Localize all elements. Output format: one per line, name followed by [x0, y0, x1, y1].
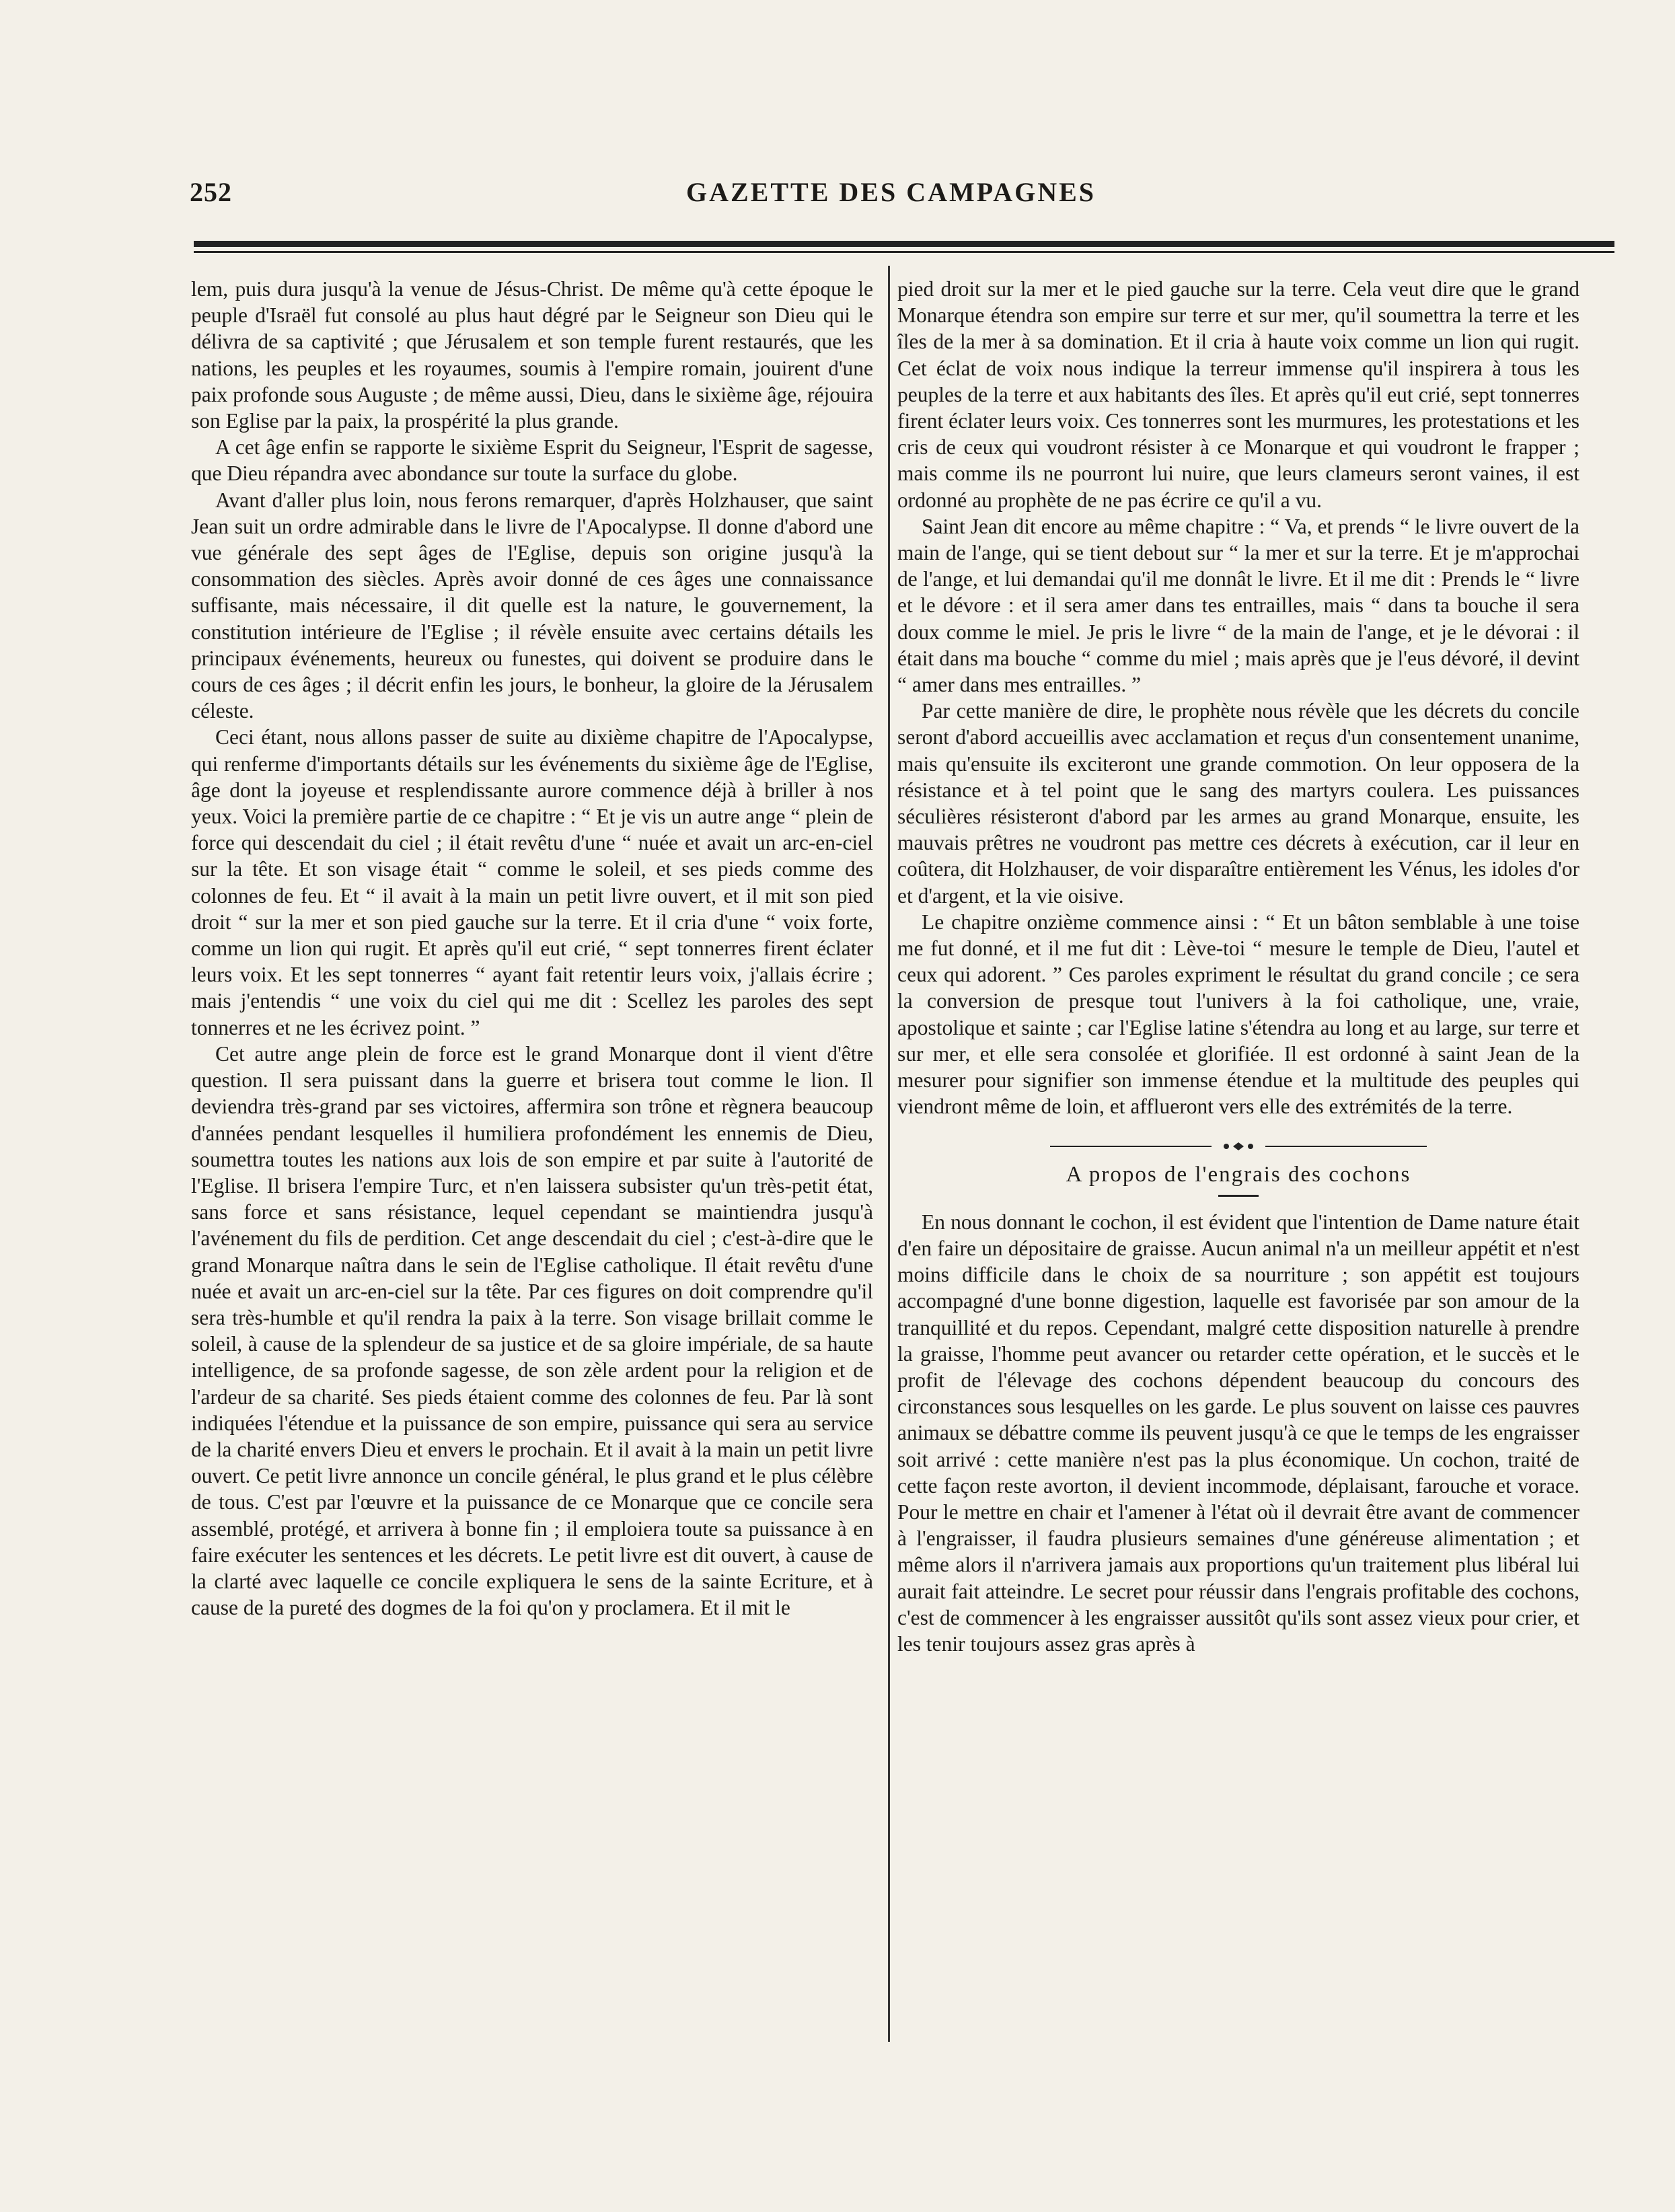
section-heading-rule [1218, 1195, 1259, 1197]
page-number: 252 [190, 177, 232, 207]
right-column [897, 276, 1579, 1657]
paragraph: Avant d'aller plus loin, nous ferons remarquer, d'après Holzhauser, que saint Jean suit un ordre admirable dans le livre de l'Apocalypse. Il donne d'abord une vue générale des sept âges de l'Eglise, depuis son origine jusqu'à la consommation des siècles. Après avoir donné de ces âges une connaissance suffisante, mais nécessaire, il dit quelle est la nature, le gouvernement, la constitution intérieure de l'Eglise ; il révèle ensuite avec certains détails les principaux événements, heureux ou funestes, qui doivent se produire dans le cours de ces âges ; il décrit enfin les jours, le bonheur, la gloire de la Jérusalem céleste. [191, 488, 873, 723]
paragraph: Par cette manière de dire, le prophète nous révèle que les décrets du concile seront d'abord accueillis avec acclamation et reçus d'un consentement unanime, mais qu'ensuite ils exciteront une grande commotion. On leur opposera de la résistance et à tel point que le sang des martyrs coulera. Les puissances séculières résisteront d'abord par les armes au grand Monarque, ensuite, les mauvais prêtres ne voudront pas mettre ces décrets à exécution, car il leur en coûtera, dit Holzhauser, de voir disparaître entièrement les Vénus, les idoles d'or et d'argent, et la vie oisive. [897, 699, 1579, 908]
page-title: GAZETTE DES CAMPAGNES [686, 177, 1096, 207]
paragraph: Saint Jean dit encore au même chapitre : “ Va, et prends “ le livre ouvert de la main de l'ange, qui se tient debout sur “ la mer et sur la terre. Et je m'approchai de l'ange, et lui demandai qu'il me donnât le livre. Et il me dit : Prends le “ livre et le dévore : et il sera amer dans tes entrailles, mais “ dans ta bouche il sera doux comme le miel. Je pris le livre “ de la main de l'ange, et je le dévorai : il était dans ma bouche “ comme du miel ; mais après que je l'eus dévoré, il devint “ amer dans mes entrailles. ” [897, 514, 1579, 697]
left-column [191, 276, 873, 1621]
paragraph: lem, puis dura jusqu'à la venue de Jésus-Christ. De même qu'à cette époque le peuple d'Israël fut consolé au plus haut dégré par le Seigneur son Dieu qui le délivra de sa captivité ; que Jérusalem et son temple furent restaurés, que les nations, les peuples et les royaumes, soumis à l'empire romain, jouirent d'une paix profonde sous Auguste ; de même aussi, Dieu, dans le sixième âge, réjouira son Eglise par la paix, la prospérité la plus grande. [191, 277, 873, 433]
section-ornament-divider [1050, 1140, 1427, 1152]
paragraph: A cet âge enfin se rapporte le sixième Esprit du Seigneur, l'Esprit de sagesse, que Dieu répandra avec abondance sur toute la surface du globe. [191, 435, 873, 486]
section-heading: A propos de l'engrais des cochons [1066, 1162, 1411, 1187]
header-rule-thick [194, 241, 1614, 247]
paragraph: En nous donnant le cochon, il est évident que l'intention de Dame nature était d'en faire un dépositaire de graisse. Aucun animal n'a un meilleur appétit et n'est moins difficile dans le choix de sa nourriture ; son appétit est toujours accompagné d'une bonne digestion, laquelle est favorisée par son amour de la tranquillité et du repos. Cependant, malgré cette disposition naturelle à prendre la graisse, l'homme peut avancer ou retarder cette opération, et le succès et le profit de l'élevage des cochons dépendent beaucoup du concours des circonstances sous lesquelles on les garde. Le plus souvent on laisse ces pauvres animaux se débattre comme ils peuvent jusqu'à ce que le temps de les engraisser soit arrivé : cette manière n'est pas la plus économique. Un cochon, traité de cette façon reste avorton, il devient incommode, déplaisant, farouche et vorace. Pour le mettre en chair et l'amener à l'état où il devrait être avant de commencer à l'engraisser, il faudra plusieurs semaines d'une généreuse alimentation ; et même alors il n'arrivera jamais aux proportions qu'un traitement plus libéral lui aurait fait atteindre. Le secret pour réussir dans l'engrais profitable des cochons, c'est de commencer à les engraisser aussitôt qu'ils sont assez vieux pour crier, et les tenir toujours assez gras après à [897, 1210, 1579, 1656]
column-divider [888, 266, 890, 2042]
paragraph: Le chapitre onzième commence ainsi : “ Et un bâton semblable à une toise me fut donné, et il me fut dit : Lève-toi “ mesure le temple de Dieu, l'autel et ceux qui adorent. ” Ces paroles expriment le résultat du grand concile ; ce sera la conversion de presque tout l'univers à la foi catholique, une, vraie, apostolique et sainte ; car l'Eglise latine s'étendra au long et au large, sur terre et sur mer, et elle sera consolée et glorifiée. Il est ordonné à saint Jean de la mesurer pour signifier son immense étendue et la multitude des peuples qui viendront même de loin, et afflueront vers elle des extrémités de la terre. [897, 910, 1579, 1119]
header-rule-thin [194, 251, 1614, 253]
paragraph: Ceci étant, nous allons passer de suite au dixième chapitre de l'Apocalypse, qui renferme d'importants détails sur les événements du sixième âge de l'Eglise, âge dont la joyeuse et resplendissante aurore commence déjà à briller à nos yeux. Voici la première partie de ce chapitre : “ Et je vis un autre ange “ plein de force qui descendait du ciel ; il était revêtu d'une “ nuée et avait un arc-en-ciel sur la tête. Et son visage était “ comme le soleil, et ses pieds comme des colonnes de feu. Et “ il avait à la main un petit livre ouvert, et il mit son pied droit “ sur la mer et son pied gauche sur la terre. Et il cria d'une “ voix forte, comme un lion qui rugit. Et après qu'il eut crié, “ sept tonnerres firent éclater leurs voix. Et les sept tonnerres “ ayant fait retentir leurs voix, j'allais écrire ; mais j'entendis “ une voix du ciel qui me dit : Scellez les paroles des sept tonnerres et ne les écrivez point. ” [191, 725, 873, 1039]
paragraph: Cet autre ange plein de force est le grand Monarque dont il vient d'être question. Il sera puissant dans la guerre et brisera tout comme le lion. Il deviendra très-grand par ses victoires, affermira son trône et règnera beaucoup d'années pendant lesquelles il humiliera profondément les ennemis de Dieu, soumettra toutes les nations aux lois de son empire et par suite à l'autorité de l'Eglise. Il brisera l'empire Turc, et n'en laissera subsister qu'un très-petit état, sans force et sans résistance, lequel cependant se maintiendra jusqu'à l'avénement du fils de perdition. Cet ange descendait du ciel ; c'est-à-dire que le grand Monarque naîtra dans le sein de l'Eglise catholique. Il était revêtu d'une nuée et avait un arc-en-ciel sur la tête. Par ces figures on doit comprendre qu'il sera très-humble et qu'il rendra la paix à la terre. Son visage brillait comme le soleil, à cause de la splendeur de sa justice et de sa gloire impériale, de sa haute intelligence, de sa profonde sagesse, de son zèle ardent pour la religion et de l'ardeur de sa charité. Ses pieds étaient comme des colonnes de feu. Par là sont indiquées l'étendue et la puissance de son empire, puissance qui sera au service de la charité envers Dieu et envers le prochain. Et il avait à la main un petit livre ouvert. Ce petit livre annonce un concile général, le plus grand et le plus célèbre de tous. C'est par l'œuvre et la puissance de ce Monarque que ce concile sera assemblé, protégé, et arrivera à bonne fin ; il emploiera toute sa puissance à en faire exécuter les sentences et les décrets. Le petit livre est dit ouvert, à cause de la clarté avec laquelle ce concile expliquera le sens de la sainte Ecriture, et à cause de la pureté des dogmes de la foi qu'on y proclamera. Et il mit le [191, 1041, 873, 1620]
paragraph: pied droit sur la mer et le pied gauche sur la terre. Cela veut dire que le grand Monarque étendra son empire sur terre et sur mer, qu'il soumettra la terre et les îles de la mer à sa domination. Et il cria à haute voix comme un lion qui rugit. Cet éclat de voix nous indique la terreur immense qu'il inspirera à tous les peuples de la terre et aux habitants des îles. Et après qu'il eut crié, sept tonnerres firent éclater leurs voix. Ces tonnerres sont les murmures, les protestations et les cris de ceux qui voudront résister à ce Monarque et qui voudront le frapper ; mais comme ils ne pourront lui nuire, que leurs clameurs seront vaines, il est ordonné au prophète de ne pas écrire ce qu'il a vu. [897, 277, 1579, 512]
